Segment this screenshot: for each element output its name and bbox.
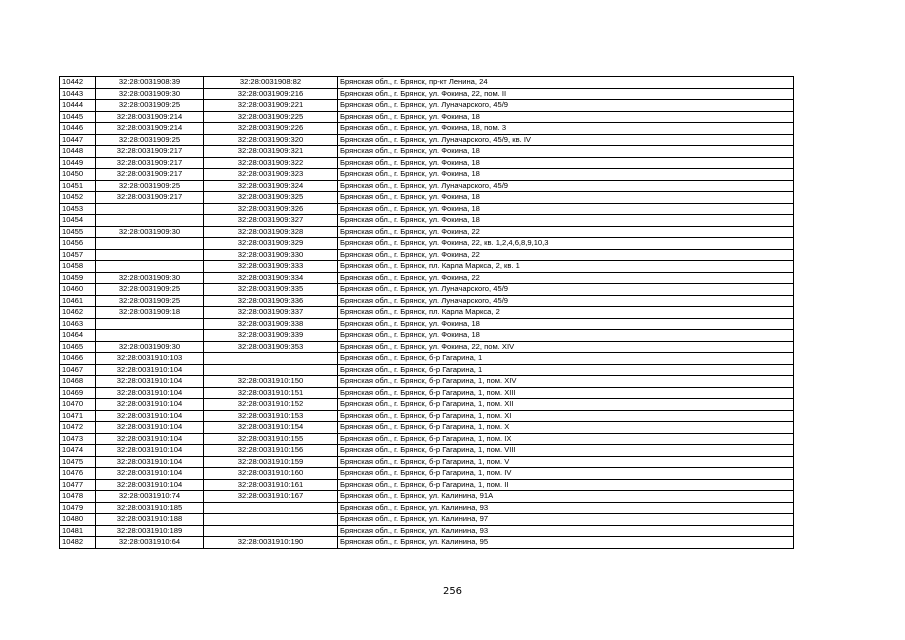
object-number-cell [204,525,338,537]
address-cell: Брянская обл., г. Брянск, ул. Луначарского, 45/9 [338,295,794,307]
object-number-cell: 32:28:0031909:216 [204,88,338,100]
parcel-number-cell: 32:28:0031909:214 [96,111,204,123]
object-number-cell: 32:28:0031909:322 [204,157,338,169]
address-cell: Брянская обл., г. Брянск, ул. Фокина, 22, пом. XIV [338,341,794,353]
parcel-number-cell: 32:28:0031910:104 [96,410,204,422]
address-cell: Брянская обл., г. Брянск, б-р Гагарина, 1, пом. XI [338,410,794,422]
address-cell: Брянская обл., г. Брянск, ул. Фокина, 18 [338,318,794,330]
table-row [60,376,794,388]
parcel-number-cell: 32:28:0031910:104 [96,468,204,480]
row-number-cell: 10481 [60,525,96,537]
object-number-cell: 32:28:0031909:321 [204,146,338,158]
parcel-number-cell: 32:28:0031910:104 [96,399,204,411]
table-row [60,468,794,480]
object-number-cell: 32:28:0031910:150 [204,376,338,388]
object-number-cell: 32:28:0031910:159 [204,456,338,468]
page-number: 256 [442,586,463,597]
table-row [60,88,794,100]
parcel-number-cell: 32:28:0031910:104 [96,433,204,445]
object-number-cell: 32:28:0031909:323 [204,169,338,181]
parcel-number-cell: 32:28:0031910:103 [96,353,204,365]
address-cell: Брянская обл., г. Брянск, б-р Гагарина, 1, пом. II [338,479,794,491]
object-number-cell: 32:28:0031909:330 [204,249,338,261]
row-number-cell: 10477 [60,479,96,491]
address-cell: Брянская обл., г. Брянск, ул. Фокина, 18 [338,111,794,123]
row-number-cell: 10479 [60,502,96,514]
table-row [60,203,794,215]
object-number-cell [204,514,338,526]
object-number-cell: 32:28:0031909:336 [204,295,338,307]
table-row [60,226,794,238]
table-row [60,399,794,411]
row-number-cell: 10471 [60,410,96,422]
object-number-cell: 32:28:0031909:329 [204,238,338,250]
object-number-cell: 32:28:0031909:225 [204,111,338,123]
row-number-cell: 10452 [60,192,96,204]
row-number-cell: 10444 [60,100,96,112]
object-number-cell: 32:28:0031909:353 [204,341,338,353]
object-number-cell: 32:28:0031910:153 [204,410,338,422]
parcel-number-cell: 32:28:0031909:217 [96,157,204,169]
table-row [60,284,794,296]
address-cell: Брянская обл., г. Брянск, ул. Фокина, 18, пом. 3 [338,123,794,135]
parcel-number-cell: 32:28:0031909:25 [96,284,204,296]
object-number-cell: 32:28:0031910:167 [204,491,338,503]
parcel-number-cell: 32:28:0031909:25 [96,134,204,146]
object-number-cell: 32:28:0031909:327 [204,215,338,227]
table-row [60,272,794,284]
parcel-number-cell: 32:28:0031909:25 [96,100,204,112]
address-cell: Брянская обл., г. Брянск, ул. Калинина, 95 [338,537,794,549]
table-row [60,353,794,365]
table-row [60,433,794,445]
table-row [60,330,794,342]
parcel-number-cell: 32:28:0031909:30 [96,226,204,238]
address-cell: Брянская обл., г. Брянск, ул. Фокина, 18 [338,146,794,158]
table-row [60,456,794,468]
object-number-cell: 32:28:0031908:82 [204,77,338,89]
row-number-cell: 10450 [60,169,96,181]
parcel-number-cell: 32:28:0031908:39 [96,77,204,89]
table-row [60,192,794,204]
object-number-cell: 32:28:0031910:154 [204,422,338,434]
row-number-cell: 10472 [60,422,96,434]
object-number-cell: 32:28:0031909:320 [204,134,338,146]
object-number-cell: 32:28:0031910:190 [204,537,338,549]
table-row [60,111,794,123]
address-cell: Брянская обл., г. Брянск, б-р Гагарина, 1, пом. VIII [338,445,794,457]
parcel-number-cell: 32:28:0031909:30 [96,272,204,284]
address-cell: Брянская обл., г. Брянск, ул. Фокина, 18 [338,169,794,181]
address-cell: Брянская обл., г. Брянск, б-р Гагарина, 1, пом. IV [338,468,794,480]
object-number-cell: 32:28:0031909:338 [204,318,338,330]
address-cell: Брянская обл., г. Брянск, ул. Фокина, 22 [338,249,794,261]
row-number-cell: 10467 [60,364,96,376]
parcel-number-cell: 32:28:0031909:217 [96,169,204,181]
row-number-cell: 10458 [60,261,96,273]
parcel-number-cell: 32:28:0031910:189 [96,525,204,537]
address-cell: Брянская обл., г. Брянск, б-р Гагарина, 1, пом. IX [338,433,794,445]
row-number-cell: 10482 [60,537,96,549]
parcel-number-cell [96,215,204,227]
address-cell: Брянская обл., г. Брянск, ул. Калинина, 91А [338,491,794,503]
parcel-number-cell [96,249,204,261]
table-row [60,146,794,158]
parcel-number-cell: 32:28:0031909:25 [96,180,204,192]
object-number-cell: 32:28:0031910:161 [204,479,338,491]
object-number-cell: 32:28:0031910:156 [204,445,338,457]
row-number-cell: 10466 [60,353,96,365]
address-cell: Брянская обл., г. Брянск, б-р Гагарина, 1 [338,364,794,376]
row-number-cell: 10474 [60,445,96,457]
row-number-cell: 10459 [60,272,96,284]
address-cell: Брянская обл., г. Брянск, ул. Фокина, 22 [338,272,794,284]
object-number-cell: 32:28:0031909:221 [204,100,338,112]
row-number-cell: 10461 [60,295,96,307]
table-row [60,445,794,457]
row-number-cell: 10473 [60,433,96,445]
object-number-cell: 32:28:0031909:333 [204,261,338,273]
row-number-cell: 10469 [60,387,96,399]
row-number-cell: 10457 [60,249,96,261]
row-number-cell: 10468 [60,376,96,388]
parcel-number-cell: 32:28:0031909:30 [96,88,204,100]
object-number-cell [204,353,338,365]
row-number-cell: 10449 [60,157,96,169]
row-number-cell: 10442 [60,77,96,89]
object-number-cell: 32:28:0031909:324 [204,180,338,192]
parcel-number-cell [96,203,204,215]
parcel-number-cell: 32:28:0031910:185 [96,502,204,514]
registry-table [59,76,794,549]
table-row [60,364,794,376]
address-cell: Брянская обл., г. Брянск, ул. Фокина, 18 [338,203,794,215]
parcel-number-cell: 32:28:0031910:104 [96,387,204,399]
address-cell: Брянская обл., г. Брянск, пр-кт Ленина, 24 [338,77,794,89]
row-number-cell: 10480 [60,514,96,526]
object-number-cell: 32:28:0031909:328 [204,226,338,238]
object-number-cell: 32:28:0031910:155 [204,433,338,445]
table-row [60,491,794,503]
address-cell: Брянская обл., г. Брянск, б-р Гагарина, 1, пом. XIII [338,387,794,399]
address-cell: Брянская обл., г. Брянск, б-р Гагарина, 1 [338,353,794,365]
table-row [60,410,794,422]
address-cell: Брянская обл., г. Брянск, б-р Гагарина, 1, пом. V [338,456,794,468]
table-row [60,157,794,169]
address-cell: Брянская обл., г. Брянск, пл. Карла Маркса, 2 [338,307,794,319]
row-number-cell: 10453 [60,203,96,215]
object-number-cell: 32:28:0031909:334 [204,272,338,284]
object-number-cell: 32:28:0031910:152 [204,399,338,411]
address-cell: Брянская обл., г. Брянск, ул. Луначарского, 45/9 [338,180,794,192]
table-row [60,123,794,135]
row-number-cell: 10447 [60,134,96,146]
address-cell: Брянская обл., г. Брянск, пл. Карла Маркса, 2, кв. 1 [338,261,794,273]
table-row [60,387,794,399]
row-number-cell: 10465 [60,341,96,353]
row-number-cell: 10448 [60,146,96,158]
parcel-number-cell: 32:28:0031910:104 [96,422,204,434]
address-cell: Брянская обл., г. Брянск, ул. Фокина, 18 [338,330,794,342]
table-row [60,307,794,319]
address-cell: Брянская обл., г. Брянск, ул. Калинина, 93 [338,502,794,514]
row-number-cell: 10462 [60,307,96,319]
parcel-number-cell: 32:28:0031909:217 [96,192,204,204]
row-number-cell: 10476 [60,468,96,480]
parcel-number-cell: 32:28:0031910:104 [96,376,204,388]
parcel-number-cell [96,318,204,330]
parcel-number-cell: 32:28:0031909:18 [96,307,204,319]
object-number-cell: 32:28:0031909:337 [204,307,338,319]
address-cell: Брянская обл., г. Брянск, ул. Луначарского, 45/9 [338,100,794,112]
parcel-number-cell [96,238,204,250]
table-row [60,295,794,307]
row-number-cell: 10454 [60,215,96,227]
row-number-cell: 10460 [60,284,96,296]
table-row [60,261,794,273]
row-number-cell: 10451 [60,180,96,192]
object-number-cell: 32:28:0031910:160 [204,468,338,480]
row-number-cell: 10455 [60,226,96,238]
object-number-cell: 32:28:0031910:151 [204,387,338,399]
parcel-number-cell: 32:28:0031909:30 [96,341,204,353]
address-cell: Брянская обл., г. Брянск, ул. Фокина, 18 [338,215,794,227]
address-cell: Брянская обл., г. Брянск, б-р Гагарина, 1, пом. XII [338,399,794,411]
parcel-number-cell: 32:28:0031910:104 [96,445,204,457]
table-row [60,77,794,89]
object-number-cell: 32:28:0031909:226 [204,123,338,135]
table-row [60,422,794,434]
address-cell: Брянская обл., г. Брянск, ул. Калинина, 93 [338,525,794,537]
address-cell: Брянская обл., г. Брянск, ул. Фокина, 18 [338,157,794,169]
table-row [60,341,794,353]
table-row [60,249,794,261]
parcel-number-cell: 32:28:0031909:217 [96,146,204,158]
object-number-cell [204,502,338,514]
registry-table-body [60,77,794,549]
address-cell: Брянская обл., г. Брянск, б-р Гагарина, 1, пом. XIV [338,376,794,388]
address-cell: Брянская обл., г. Брянск, ул. Фокина, 18 [338,192,794,204]
row-number-cell: 10443 [60,88,96,100]
table-row [60,514,794,526]
row-number-cell: 10475 [60,456,96,468]
address-cell: Брянская обл., г. Брянск, ул. Луначарского, 45/9 [338,284,794,296]
address-cell: Брянская обл., г. Брянск, ул. Фокина, 22, кв. 1,2,4,6,8,9,10,3 [338,238,794,250]
parcel-number-cell: 32:28:0031910:74 [96,491,204,503]
object-number-cell [204,364,338,376]
table-row [60,134,794,146]
table-row [60,479,794,491]
table-row [60,537,794,549]
address-cell: Брянская обл., г. Брянск, ул. Фокина, 22, пом. II [338,88,794,100]
table-row [60,169,794,181]
table-row [60,238,794,250]
address-cell: Брянская обл., г. Брянск, ул. Калинина, 97 [338,514,794,526]
parcel-number-cell: 32:28:0031910:104 [96,479,204,491]
address-cell: Брянская обл., г. Брянск, ул. Фокина, 22 [338,226,794,238]
parcel-number-cell [96,330,204,342]
parcel-number-cell: 32:28:0031909:25 [96,295,204,307]
row-number-cell: 10456 [60,238,96,250]
row-number-cell: 10478 [60,491,96,503]
table-row [60,215,794,227]
parcel-number-cell: 32:28:0031910:64 [96,537,204,549]
row-number-cell: 10470 [60,399,96,411]
parcel-number-cell [96,261,204,273]
parcel-number-cell: 32:28:0031910:104 [96,364,204,376]
parcel-number-cell: 32:28:0031909:214 [96,123,204,135]
row-number-cell: 10463 [60,318,96,330]
table-row [60,180,794,192]
table-row [60,100,794,112]
row-number-cell: 10446 [60,123,96,135]
address-cell: Брянская обл., г. Брянск, б-р Гагарина, 1, пом. X [338,422,794,434]
table-row [60,502,794,514]
row-number-cell: 10464 [60,330,96,342]
object-number-cell: 32:28:0031909:325 [204,192,338,204]
table-row [60,525,794,537]
address-cell: Брянская обл., г. Брянск, ул. Луначарского, 45/9, кв. IV [338,134,794,146]
object-number-cell: 32:28:0031909:339 [204,330,338,342]
parcel-number-cell: 32:28:0031910:188 [96,514,204,526]
row-number-cell: 10445 [60,111,96,123]
object-number-cell: 32:28:0031909:326 [204,203,338,215]
object-number-cell: 32:28:0031909:335 [204,284,338,296]
table-row [60,318,794,330]
parcel-number-cell: 32:28:0031910:104 [96,456,204,468]
